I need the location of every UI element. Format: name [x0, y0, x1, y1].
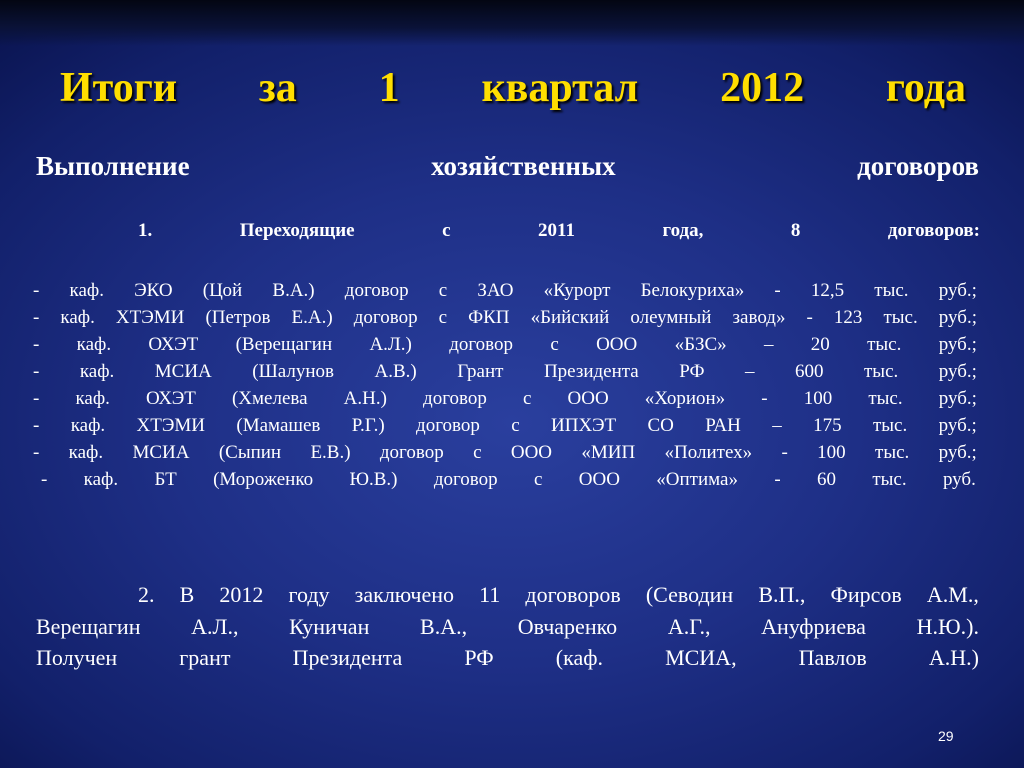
contract-word: руб.;	[938, 361, 977, 382]
contract-word: «Хорион»	[644, 388, 726, 409]
heading-word: года,	[662, 220, 704, 241]
contract-word: 100	[817, 442, 846, 463]
contract-word: -	[33, 388, 40, 409]
section2-word: Павлов	[798, 645, 867, 670]
contract-word: -	[806, 307, 813, 328]
contract-word: А.Н.)	[343, 388, 387, 409]
contract-word: ЗАО	[477, 280, 514, 301]
contract-word: «Оптима»	[656, 469, 738, 490]
contract-word: договор	[344, 280, 409, 301]
contract-line	[33, 305, 977, 331]
contract-word: ИПХЭТ	[551, 415, 617, 436]
heading-word: с	[442, 220, 451, 241]
contract-word: каф.	[60, 307, 95, 328]
section2-word: Получен	[36, 645, 118, 670]
contract-word: -	[41, 469, 48, 490]
section2-line	[36, 611, 979, 642]
contract-word: «Бийский	[530, 307, 610, 328]
section2-word: 11	[479, 582, 501, 607]
contract-word: каф.	[69, 280, 104, 301]
section2-word: В.П.,	[758, 582, 806, 607]
contract-word: СО	[647, 415, 674, 436]
section2-word: 2.	[138, 582, 155, 607]
contract-word: -	[33, 280, 40, 301]
section2-word: РФ	[464, 645, 494, 670]
contract-line	[33, 413, 977, 439]
contract-word: 123	[833, 307, 863, 328]
contract-word: ООО	[567, 388, 609, 409]
contract-word: Президента	[543, 361, 639, 382]
contract-word: каф.	[68, 442, 104, 463]
section2-word: 2012	[219, 582, 264, 607]
contract-word: –	[763, 334, 774, 355]
section1-heading	[138, 218, 980, 244]
contract-word: тыс.	[875, 442, 910, 463]
contract-word: Е.В.)	[310, 442, 351, 463]
page-number: 29	[938, 728, 954, 744]
section2-word: А.Г.,	[667, 614, 711, 639]
contract-word: А.Л.)	[369, 334, 412, 355]
section2-word: Президента	[292, 645, 403, 670]
contract-word: 20	[810, 334, 830, 355]
contract-word: руб.;	[938, 334, 977, 355]
title-word: квартал	[481, 65, 639, 111]
subtitle-word: хозяйственных	[431, 151, 616, 181]
contract-word: «БЗС»	[674, 334, 727, 355]
section2-word: Н.Ю.).	[916, 614, 979, 639]
title-word: 2012	[720, 65, 805, 111]
contract-word: договор	[379, 442, 444, 463]
contract-word: завод»	[732, 307, 786, 328]
contract-word: руб.;	[938, 442, 977, 463]
contract-word: (Шалунов	[252, 361, 334, 382]
contract-word: 175	[813, 415, 842, 436]
slide-subtitle	[36, 148, 979, 184]
contract-word: –	[745, 361, 755, 382]
contract-word: олеумный	[630, 307, 712, 328]
contract-word: В.А.)	[272, 280, 315, 301]
contract-word: с	[511, 415, 520, 436]
section2-word: МСИА,	[665, 645, 737, 670]
contract-word: Белокуриха»	[640, 280, 745, 301]
contract-word: Е.А.)	[291, 307, 333, 328]
contract-word: Ю.В.)	[349, 469, 398, 490]
contract-word: руб.;	[938, 388, 977, 409]
contract-word: договор	[353, 307, 418, 328]
heading-word: 1.	[138, 220, 153, 241]
contract-word: «Политех»	[664, 442, 753, 463]
contract-word: –	[772, 415, 782, 436]
contract-word: руб.;	[938, 280, 977, 301]
contract-word: -	[33, 415, 40, 436]
subtitle-word: договоров	[857, 151, 979, 181]
heading-word: договоров:	[887, 220, 980, 241]
contract-word: ЭКО	[134, 280, 173, 301]
contract-word: ООО	[578, 469, 620, 490]
section2-word: Ануфриева	[761, 614, 866, 639]
contract-line	[33, 440, 977, 466]
contract-word: каф.	[75, 388, 110, 409]
contract-word: ХТЭМИ	[136, 415, 206, 436]
contract-word: ФКП	[468, 307, 510, 328]
contract-line	[33, 359, 977, 385]
contract-word: тыс.	[883, 307, 918, 328]
contract-word: каф.	[83, 469, 119, 490]
contract-word: 600	[795, 361, 824, 382]
contract-word: руб.;	[938, 307, 977, 328]
contract-word: 12,5	[810, 280, 845, 301]
section2-word: А.Н.)	[928, 645, 979, 670]
title-word: за	[258, 65, 297, 111]
section2-word: (Севодин	[645, 582, 734, 607]
contract-word: А.В.)	[374, 361, 417, 382]
section2-word: В.А.,	[420, 614, 468, 639]
contract-word: -	[781, 442, 788, 463]
contract-line	[41, 467, 976, 493]
contract-word: с	[438, 280, 448, 301]
contract-line	[33, 278, 977, 304]
contract-word: (Петров	[205, 307, 271, 328]
contract-word: (Сыпин	[218, 442, 282, 463]
contract-line	[33, 332, 977, 358]
contract-word: с	[550, 334, 559, 355]
section2-word: А.М.,	[926, 582, 979, 607]
section2-word: грант	[179, 645, 231, 670]
contract-word: (Хмелева	[231, 388, 308, 409]
section2-word: году	[288, 582, 330, 607]
contract-word: каф.	[79, 361, 115, 382]
contract-word: Р.Г.)	[351, 415, 385, 436]
contract-word: 60	[816, 469, 836, 490]
section2-line	[36, 642, 979, 673]
contract-word: договор	[433, 469, 498, 490]
contract-word: ХТЭМИ	[115, 307, 185, 328]
section2-word: В	[179, 582, 195, 607]
contract-word: РФ	[679, 361, 705, 382]
contract-word: тыс.	[868, 388, 903, 409]
section2-word: договоров	[525, 582, 621, 607]
contract-word: с	[522, 388, 532, 409]
title-word: Итоги	[60, 65, 178, 111]
contract-word: -	[33, 442, 40, 463]
heading-word: Переходящие	[239, 220, 355, 241]
contract-word: (Мамашев	[236, 415, 321, 436]
contract-word: каф.	[76, 334, 112, 355]
contract-word: -	[774, 280, 781, 301]
contract-line	[33, 386, 977, 412]
contract-word: -	[33, 307, 40, 328]
contract-word: РАН	[705, 415, 741, 436]
top-dark-band	[0, 0, 1024, 46]
title-word: года	[885, 65, 966, 111]
contract-word: тыс.	[872, 415, 908, 436]
contract-word: каф.	[70, 415, 106, 436]
contract-word: тыс.	[867, 334, 902, 355]
section2-word: Овчаренко	[517, 614, 618, 639]
contract-word: -	[33, 361, 40, 382]
contract-word: руб.	[942, 469, 976, 490]
contract-word: ООО	[510, 442, 553, 463]
contract-word: с	[473, 442, 482, 463]
contract-word: (Цой	[202, 280, 243, 301]
section2-line	[138, 579, 979, 610]
contract-word: МСИА	[154, 361, 212, 382]
contract-word: тыс.	[872, 469, 907, 490]
contract-word: ОХЭТ	[148, 334, 199, 355]
contract-word: руб.;	[938, 415, 977, 436]
contract-word: 100	[803, 388, 833, 409]
contract-word: «Курорт	[543, 280, 611, 301]
section2-word: Куничан	[289, 614, 370, 639]
contract-word: (Мороженко	[213, 469, 314, 490]
contract-word: с	[438, 307, 448, 328]
section2-word: заключено	[354, 582, 454, 607]
contract-word: ООО	[596, 334, 638, 355]
contract-word: БТ	[154, 469, 177, 490]
contract-word: ОХЭТ	[145, 388, 196, 409]
section2-word: А.Л.,	[191, 614, 239, 639]
contract-word: (Верещагин	[235, 334, 333, 355]
heading-word: 8	[790, 220, 801, 241]
contract-word: Грант	[457, 361, 504, 382]
contract-word: -	[774, 469, 781, 490]
heading-word: 2011	[538, 220, 575, 241]
section2-word: (каф.	[555, 645, 603, 670]
contract-word: с	[533, 469, 543, 490]
contract-word: тыс.	[874, 280, 909, 301]
contract-word: договор	[416, 415, 480, 436]
contract-word: МСИА	[132, 442, 190, 463]
contract-word: тыс.	[864, 361, 899, 382]
contract-word: договор	[423, 388, 487, 409]
slide-title	[60, 62, 966, 114]
section2-word: Верещагин	[36, 614, 141, 639]
subtitle-word: Выполнение	[36, 151, 190, 181]
contract-word: договор	[449, 334, 514, 355]
contract-word: «МИП	[581, 442, 636, 463]
title-word: 1	[378, 65, 400, 111]
contract-word: -	[761, 388, 768, 409]
contract-word: -	[33, 334, 40, 355]
section2-word: Фирсов	[830, 582, 902, 607]
